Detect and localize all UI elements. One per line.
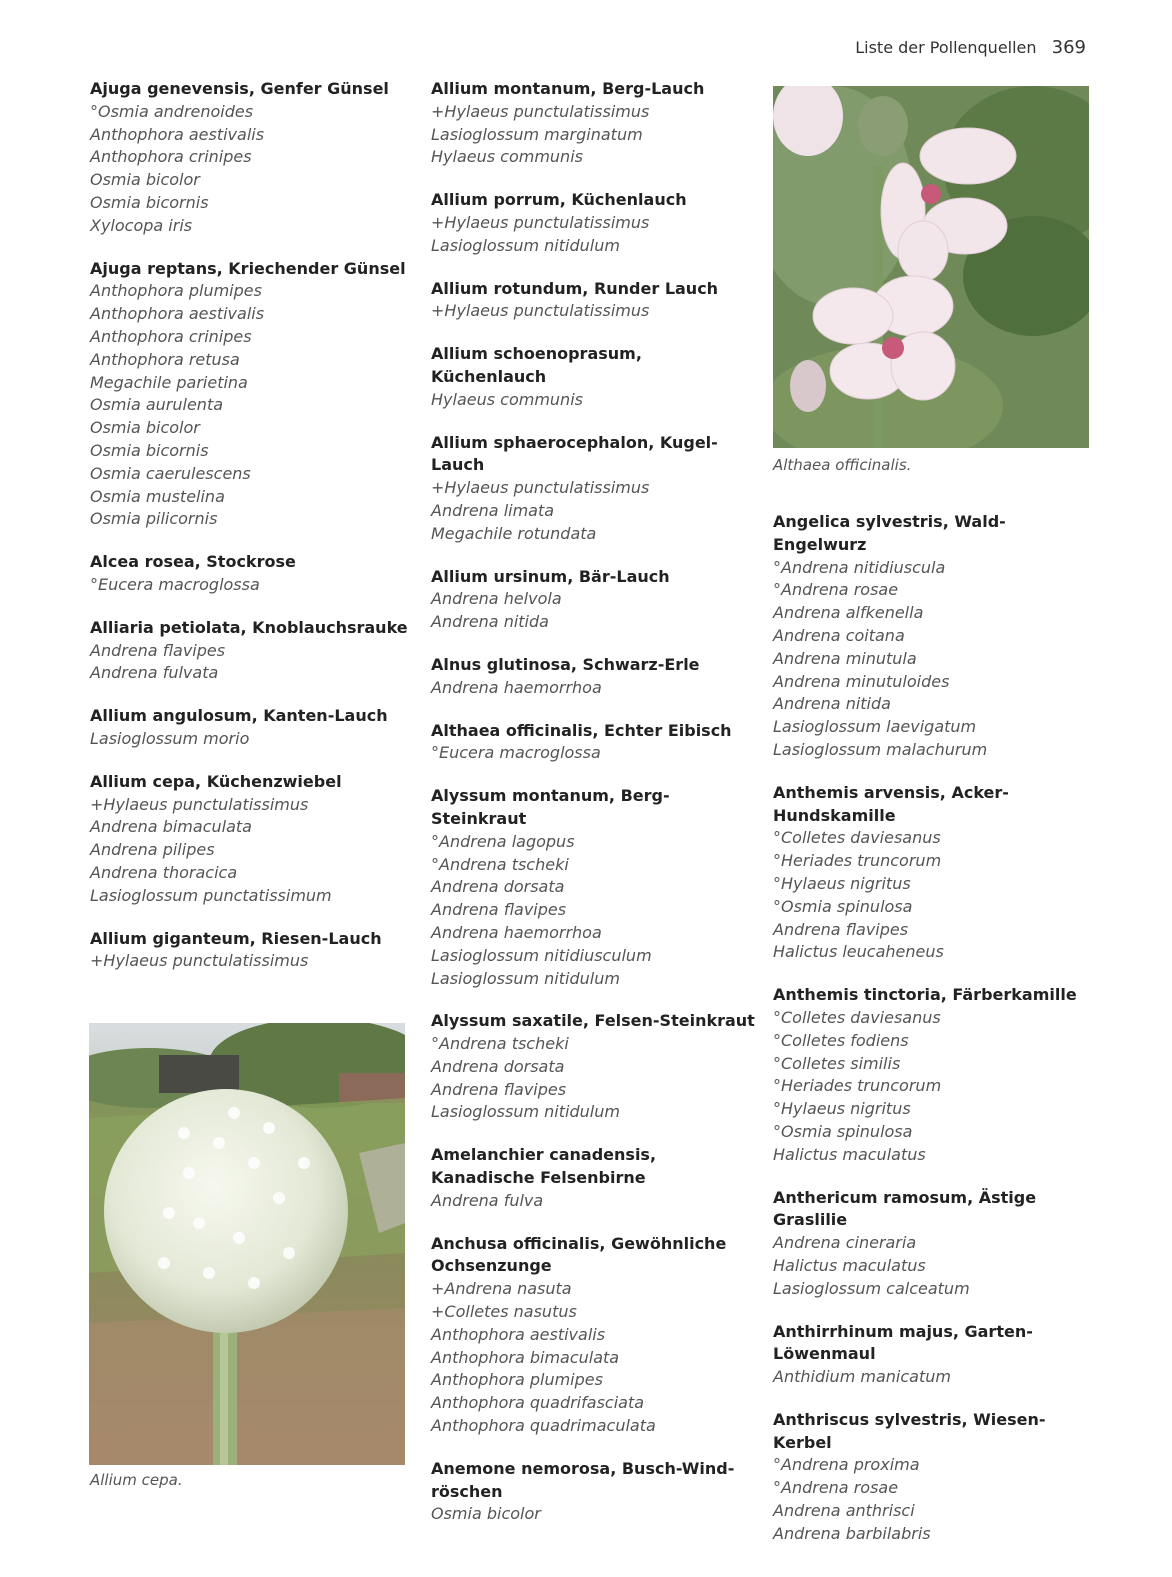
plant-name: Allium angulosum, Kanten-Lauch [90,706,388,726]
bee-species: +Hylaeus punctulatissimus [431,212,650,232]
bee-species: Anthophora aestivalis [90,304,265,324]
bee-species: Andrena flavipes [90,640,226,660]
plant-name: Allium giganteum, Riesen-Lauch [90,928,382,948]
bee-species: Andrena minutula [773,648,917,668]
plant-entry [90,617,420,685]
bee-species: Anthophora quadrimaculata [431,1416,656,1436]
allium-cepa-caption: Allium cepa. [90,1471,183,1489]
bee-species: Osmia caerulescens [90,463,251,483]
bee-species: Osmia aurulenta [90,395,224,415]
plant-name: Alliaria petiolata, Knoblauchsrauke [90,617,408,637]
bee-species: +Hylaeus punctulatissimus [431,478,650,498]
plant-entry [431,785,761,990]
plant-entry [431,343,761,411]
plant-name: Anthemis tinctoria, Färberkamille [773,985,1077,1005]
column-3 [773,511,1093,1566]
plant-entry [90,771,420,908]
bee-species: Anthophora retusa [90,349,240,369]
header-title: Liste der Pollenquellen [855,38,1037,57]
bee-species: +Hylaeus punctulatissimus [431,101,650,121]
column-1 [90,78,420,993]
running-header [855,37,1086,58]
bee-species: Andrena pilipes [90,840,215,860]
plant-entry [431,1233,761,1438]
bee-species: Anthophora aestivalis [90,124,265,144]
bee-species: Andrena dorsata [431,1056,565,1076]
bee-species: °Eucera macroglossa [431,743,601,763]
plant-entry [90,78,420,238]
bee-species: Lasioglossum nitidulum [431,968,620,988]
bee-species: °Hylaeus nigritus [773,1099,911,1119]
plant-name: Allium schoenoprasum, Küchenlauch [431,344,642,386]
plant-name: Allium sphaerocephalon, Kugel-Lauch [431,432,718,475]
bee-species: Lasioglossum nitidiusculum [431,945,652,965]
plant-name: Angelica sylvestris, Wald-Engelwurz [773,512,1006,554]
bee-species: Osmia pilicornis [90,509,218,529]
bee-species: Anthophora aestivalis [431,1324,606,1344]
bee-species: Anthophora crinipes [90,326,252,346]
bee-species: Halictus maculatus [773,1144,926,1164]
plant-entry [773,1321,1093,1389]
bee-species: °Andrena rosae [773,1478,899,1498]
bee-species: +Hylaeus punctulatissimus [90,794,309,814]
plant-entry [431,1458,761,1526]
bee-species: °Heriades truncorum [773,851,942,871]
bee-species: Anthophora plumipes [90,281,262,301]
bee-species: Andrena flavipes [431,1079,567,1099]
plant-entry [773,511,1093,762]
bee-species: +Andrena nasuta [431,1279,572,1299]
bee-species: Andrena barbilabris [773,1523,931,1543]
bee-species: °Osmia andrenoides [90,101,254,121]
bee-species: Osmia bicornis [90,192,209,212]
bee-species: °Andrena lagopus [431,831,575,851]
bee-species: °Colletes daviesanus [773,828,941,848]
plant-entry [773,1187,1093,1301]
bee-species: +Colletes nasutus [431,1302,577,1322]
plant-entry [773,1409,1093,1546]
bee-species: Anthophora quadrifasciata [431,1393,645,1413]
bee-species: Andrena alfkenella [773,603,924,623]
bee-species: °Colletes fodiens [773,1030,909,1050]
bee-species: Osmia bicornis [90,440,209,460]
bee-species: °Colletes similis [773,1053,901,1073]
bee-species: Anthophora plumipes [431,1370,603,1390]
plant-entry [90,551,420,597]
plant-name: Allium porrum, Küchenlauch [431,190,687,210]
plant-name: Allium rotundum, Runder Lauch [431,278,719,298]
bee-species: Lasioglossum punctatissimum [90,885,332,905]
bee-species: Andrena haemorrhoa [431,677,602,697]
bee-species: Andrena limata [431,500,555,520]
plant-name: Allium ursinum, Bär-Lauch [431,566,670,586]
plant-entry [773,782,1093,964]
bee-species: Megachile rotundata [431,523,597,543]
bee-species: Osmia bicolor [431,1504,541,1524]
bee-species: +Hylaeus punctulatissimus [90,951,309,971]
bee-species: Andrena minutuloides [773,671,950,691]
plant-entry [431,720,761,766]
bee-species: Halictus maculatus [773,1255,926,1275]
bee-species: °Andrena tscheki [431,854,569,874]
plant-name: Anthriscus sylvestris, Wiesen-Kerbel [773,1409,1046,1452]
plant-entry [431,566,761,634]
bee-species: Megachile parietina [90,372,248,392]
bee-species: Andrena helvola [431,589,562,609]
plant-name: Amelanchier canadensis, Kanadische Felsenbirne [431,1145,657,1188]
bee-species: Osmia bicolor [90,418,200,438]
plant-name: Anthirrhinum majus, Garten-Löwenmaul [773,1321,1033,1364]
bee-species: Anthophora bimaculata [431,1347,620,1367]
bee-species: Hylaeus communis [431,147,583,167]
plant-entry [773,984,1093,1166]
plant-name: Ajuga genevensis, Genfer Günsel [90,79,389,98]
page-number: 369 [1051,37,1086,58]
bee-species: Lasioglossum morio [90,728,250,748]
plant-entry [431,654,761,700]
bee-species: Andrena flavipes [431,900,567,920]
plant-name: Alyssum montanum, Berg-Steinkraut [431,786,670,828]
althaea-officinalis-caption: Althaea officinalis. [773,456,912,474]
bee-species: Halictus leucaheneus [773,942,944,962]
bee-species: Andrena fulva [431,1190,544,1210]
plant-name: Althaea officinalis, Echter Eibisch [431,720,732,740]
bee-species: Anthidium manicatum [773,1367,951,1387]
althaea-officinalis-photo [773,86,1089,448]
bee-species: °Colletes daviesanus [773,1007,941,1027]
allium-cepa-photo [89,1023,405,1465]
plant-entry [90,258,420,532]
plant-name: Anthericum ramosum, Ästige Graslilie [773,1187,1037,1230]
bee-species: °Andrena proxima [773,1455,920,1475]
bee-species: Osmia mustelina [90,486,225,506]
plant-entry [431,278,761,324]
bee-species: Lasioglossum nitidulum [431,235,620,255]
bee-species: Lasioglossum marginatum [431,124,643,144]
bee-species: +Hylaeus punctulatissimus [431,301,650,321]
bee-species: Andrena thoracica [90,862,238,882]
plant-name: Alyssum saxatile, Felsen-Steinkraut [431,1011,755,1031]
bee-species: °Osmia spinulosa [773,896,913,916]
bee-species: Lasioglossum malachurum [773,739,988,759]
bee-species: Andrena dorsata [431,877,565,897]
plant-name: Alcea rosea, Stockrose [90,552,296,572]
plant-entry [431,432,761,546]
plant-name: Anchusa officinalis, Gewöhnliche Ochsenzunge [431,1233,727,1276]
bee-species: Andrena fulvata [90,663,219,683]
plant-entry [431,189,761,257]
plant-entry [431,1010,761,1124]
bee-species: Lasioglossum calceatum [773,1278,970,1298]
plant-name: Allium cepa, Küchenzwiebel [90,771,342,791]
bee-species: °Osmia spinulosa [773,1121,913,1141]
bee-species: °Andrena rosae [773,580,899,600]
plant-name: Ajuga reptans, Kriechender Günsel [90,258,406,278]
plant-entry [431,78,761,169]
bee-species: Lasioglossum laevigatum [773,717,977,737]
bee-species: Andrena nitida [431,612,549,632]
plant-entry [90,928,420,974]
plant-entry [431,1144,761,1212]
bee-species: Andrena bimaculata [90,817,252,837]
bee-species: Andrena cineraria [773,1233,917,1253]
bee-species: Andrena flavipes [773,919,909,939]
bee-species: Anthophora crinipes [90,147,252,167]
bee-species: Andrena anthrisci [773,1501,915,1521]
bee-species: Andrena haemorrhoa [431,922,602,942]
bee-species: Andrena coitana [773,625,905,645]
plant-name: Anemone nemorosa, Busch-Wind-röschen [431,1458,735,1501]
bee-species: Osmia bicolor [90,170,200,190]
bee-species: Andrena nitida [773,694,891,714]
bee-species: Xylocopa iris [90,215,193,235]
plant-name: Anthemis arvensis, Acker-Hundskamille [773,782,1009,825]
bee-species: °Andrena nitidiuscula [773,557,946,577]
bee-species: °Heriades truncorum [773,1076,942,1096]
plant-entry [90,705,420,751]
plant-name: Allium montanum, Berg-Lauch [431,79,705,98]
column-2 [431,78,761,1546]
plant-name: Alnus glutinosa, Schwarz-Erle [431,654,700,674]
bee-species: Hylaeus communis [431,389,583,409]
bee-species: °Eucera macroglossa [90,574,260,594]
bee-species: °Andrena tscheki [431,1034,569,1054]
bee-species: °Hylaeus nigritus [773,873,911,893]
bee-species: Lasioglossum nitidulum [431,1102,620,1122]
